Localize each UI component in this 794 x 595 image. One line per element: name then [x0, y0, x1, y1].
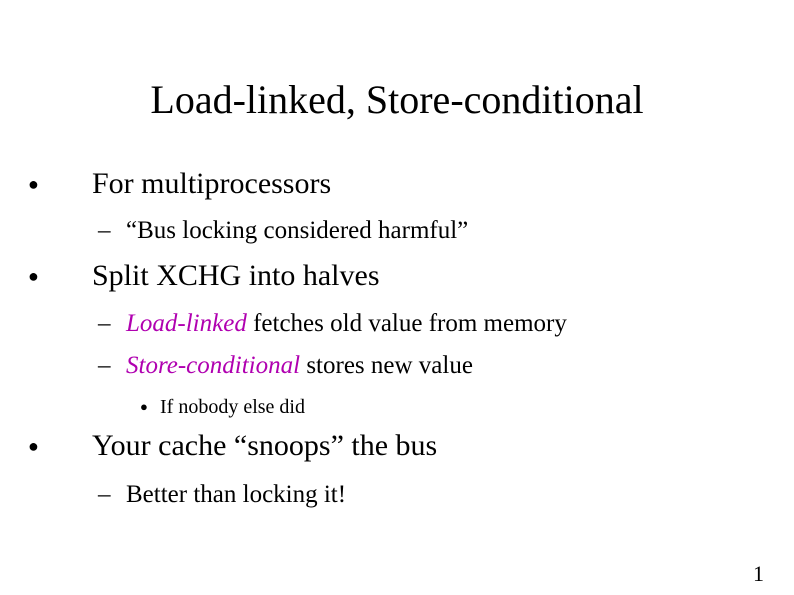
dash-marker: – [98, 310, 111, 337]
bullet-marker: ● [28, 174, 39, 194]
store-conditional-description: stores new value [300, 352, 473, 379]
bullet-for-multiprocessors: For multiprocessors [92, 167, 332, 200]
bullet-split-xchg: Split XCHG into halves [92, 259, 380, 292]
dash-marker: – [98, 217, 111, 244]
emphasis-store-conditional: Store-conditional [126, 352, 301, 379]
bullet-marker: ● [28, 436, 39, 456]
slide-title: Load-linked, Store-conditional [150, 77, 644, 122]
bullet-marker: ● [28, 266, 39, 286]
sub-bullet-bus-locking: “Bus locking considered harmful” [126, 217, 469, 244]
bullet-cache-snoops: Your cache “snoops” the bus [92, 429, 438, 462]
bullet-marker: ● [140, 399, 148, 414]
dash-marker: – [98, 481, 111, 508]
dash-marker: – [98, 352, 111, 379]
sub-bullet-store-conditional [126, 351, 473, 381]
load-linked-description: fetches old value from memory [246, 310, 567, 337]
sub-bullet-load-linked [126, 309, 567, 339]
sub-bullet-better-than-locking: Better than locking it! [126, 481, 347, 508]
page-number: 1 [753, 561, 764, 586]
emphasis-load-linked: Load-linked [126, 310, 247, 337]
sub-sub-bullet-if-nobody: If nobody else did [160, 396, 305, 418]
